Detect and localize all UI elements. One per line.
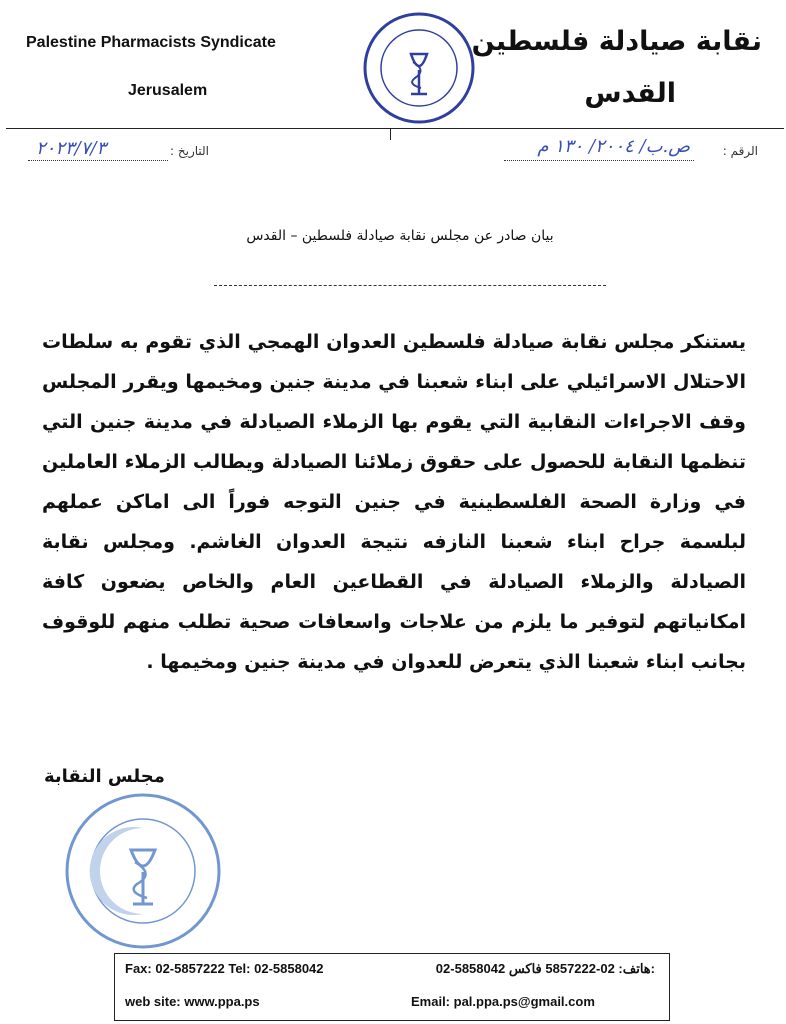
footer-website: web site: www.ppa.ps xyxy=(125,994,260,1009)
ref-label: الرقم : xyxy=(722,144,758,158)
title-dashed-rule xyxy=(214,285,606,286)
signature: مجلس النقابة xyxy=(44,766,165,787)
header-divider xyxy=(6,128,784,129)
org-name-ar: نقابة صيادلة فلسطين xyxy=(471,26,762,57)
date-label: التاريخ : xyxy=(170,144,210,158)
ref-value: ص.ب/ ٢٠٠٤/ ١٣٠ م xyxy=(537,136,690,157)
statement-title: بيان صادر عن مجلس نقابة صيادلة فلسطين – القدس xyxy=(246,228,554,244)
ref-dotted-line xyxy=(504,160,694,161)
footer-fax-tel-ar: 02-5858042 هاتف: 02-5857222 فاكس: xyxy=(435,961,655,976)
statement-body: يستنكر مجلس نقابة صيادلة فلسطين العدوان الهمجي الذي تقوم به سلطات الاحتلال الاسرائيلي على ابناء شعبنا في مدينة جنين ومخيمها ويقرر المجلس وقف الاجراءات النقابية التي يقوم بها الزملاء الصيادلة في مدينة جنين التي تنظمها النقابة للحصول على حقوق زملائنا الصيادلة ويطالب الزملاء العاملين في وزارة الصحة الفلسطينية في جنين التوجه فوراً الى اماكن عملهم لبلسمة جراح ابناء شعبنا النازفه نتيجة العدوان الغاشم. ومجلس نقابة الصيادلة والزملاء الصيادلة في القطاعين العام والخاص يضعون كافة امكانياتهم لتوفير ما يلزم من علاجات واسعافات صحية تطلب منهم للوقوف بجانب ابناء شعبنا الذي يتعرض للعدوان في مدينة جنين ومخيمها . xyxy=(42,331,746,673)
city-ar: القدس xyxy=(584,78,676,109)
syndicate-stamp xyxy=(55,788,231,954)
date-dotted-line xyxy=(28,160,168,161)
city-en: Jerusalem xyxy=(128,82,208,99)
footer-email: Email: pal.ppa.ps@gmail.com xyxy=(411,994,595,1009)
date-value: ٢٠٢٣/٧/٣ xyxy=(36,138,107,159)
syndicate-logo xyxy=(355,8,483,126)
org-name-en: Palestine Pharmacists Syndicate xyxy=(26,34,276,51)
footer-contact-box xyxy=(114,953,670,1021)
footer-fax-tel-en: Fax: 02-5857222 Tel: 02-5858042 xyxy=(125,961,324,976)
header-divider-tick xyxy=(390,128,391,140)
